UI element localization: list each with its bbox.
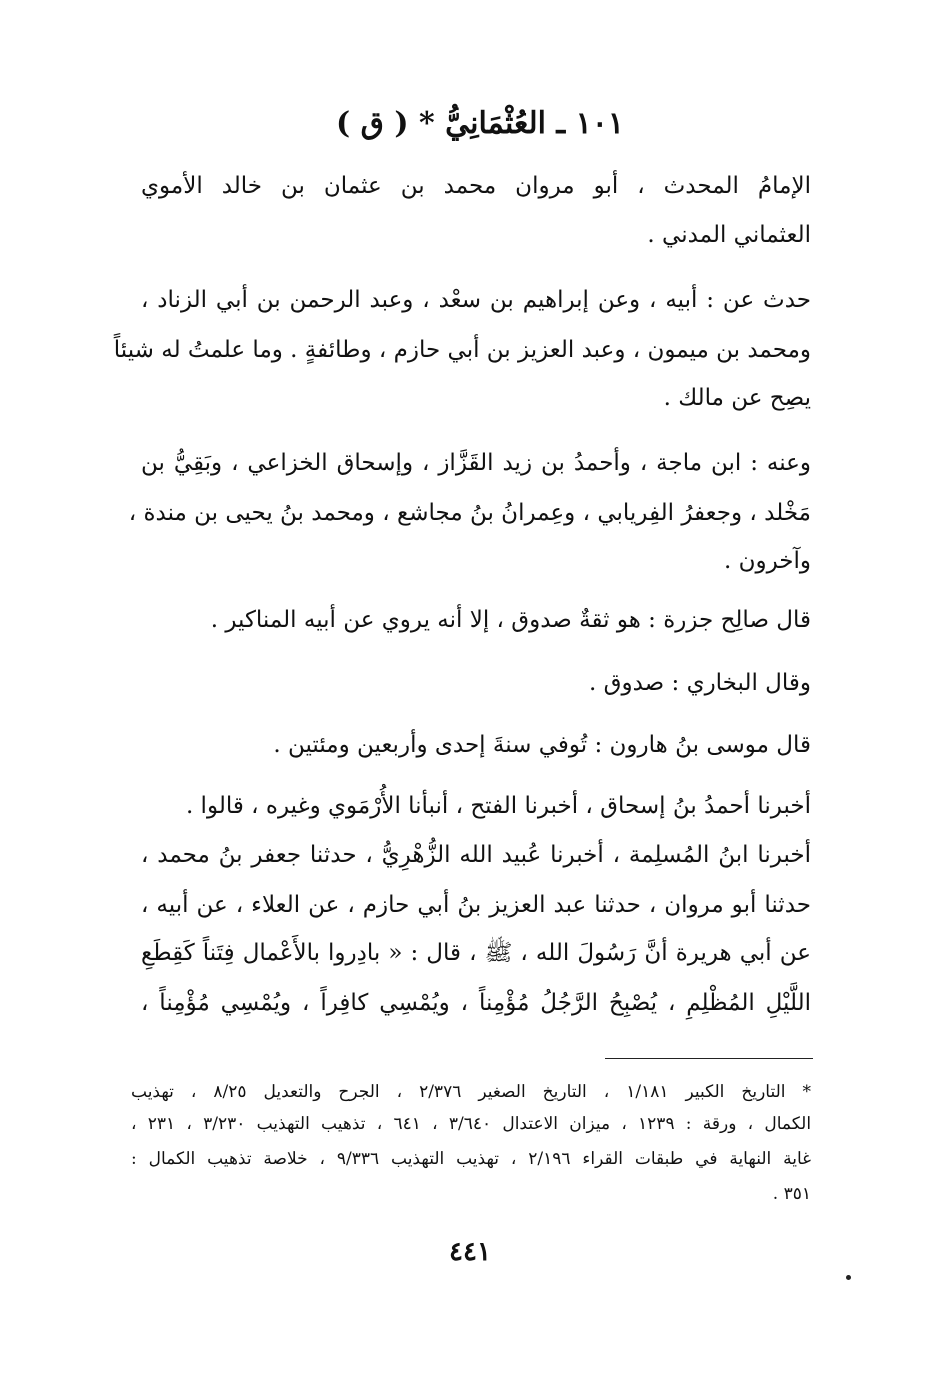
- text-line: الإمامُ المحدث ، أبو مروان محمد بن عثمان بن خالد الأموي: [141, 173, 811, 199]
- text-line: حدثنا أبو مروان ، حدثنا عبد العزيز بنُ أبي حازم ، عن العلاء ، عن أبيه ،: [141, 892, 811, 918]
- text-line: قال موسى بنُ هارون : تُوفي سنةَ إحدى وأربعين ومئتين .: [273, 732, 811, 758]
- text-line: ومحمد بن ميمون ، وعبد العزيز بن أبي حازم ، وطائفةٍ . وما علمتُ له شيئاً: [113, 337, 811, 363]
- text-line: عن أبي هريرة أنَّ رَسُولَ الله ، ﷺ ، قال : « بادِروا بالأَعْمال فِتَناً كَقِطَعِ: [141, 940, 811, 966]
- text-line: وعنه : ابن ماجة ، وأحمدُ بن زيد القَزَّاز ، وإسحاق الخزاعي ، وبَقِيُّ بن: [141, 450, 811, 476]
- footnote-line: ٣٥١ .: [772, 1184, 811, 1204]
- text-line: مَخْلد ، وجعفرُ الفِريابي ، وعِمرانُ بنُ مجاشع ، ومحمد بنُ يحيى بن مندة ،: [128, 500, 811, 526]
- text-line: أخبرنا أحمدُ بنُ إسحاق ، أخبرنا الفتح ، أنبأنا الأُرْمَوي وغيره ، قالوا .: [185, 793, 811, 819]
- page-number: ٤٤١: [449, 1237, 491, 1267]
- text-line: وآخرون .: [723, 548, 811, 574]
- footnote-line: الكمال ، ورقة : ١٢٣٩ ، ميزان الاعتدال ٣/٦٤٠ ، ٦٤١ ، تذهيب التهذيب ٣/٢٣٠ ، ٢٣١ ،: [131, 1114, 812, 1134]
- text-line: اللَّيْلِ المُظْلِمِ ، يُصْبِحُ الرَّجُلُ مُؤْمِناً ، ويُمْسِي كافِراً ، ويُمْسِي مُؤْمِناً ،: [141, 990, 811, 1016]
- entry-heading: ١٠١ ـ العُثْمَانِيُّ * ( ق ): [336, 106, 624, 141]
- text-line: قال صالِح جزرة : هو ثقةٌ صدوق ، إلا أنه يروي عن أبيه المناكير .: [210, 607, 811, 633]
- ink-dot: [846, 1275, 851, 1280]
- text-line: حدث عن : أبيه ، وعن إبراهيم بن سعْد ، وعبد الرحمن بن أبي الزناد ،: [141, 287, 811, 313]
- footnote-line: غاية النهاية في طبقات القراء ٢/١٩٦ ، تهذيب التهذيب ٩/٣٣٦ ، خلاصة تذهيب الكمال :: [131, 1149, 812, 1169]
- footnote-separator: [605, 1058, 813, 1059]
- text-line: أخبرنا ابنُ المُسلِمة ، أخبرنا عُبيد الله الزُّهْرِيُّ ، حدثنا جعفر بنُ محمد ،: [141, 842, 811, 868]
- footnote-line: * التاريخ الكبير ١/١٨١ ، التاريخ الصغير ٢/٣٧٦ ، الجرح والتعديل ٨/٢٥ ، تهذيب: [131, 1082, 811, 1102]
- text-line: وقال البخاري : صدوق .: [589, 670, 811, 696]
- text-line: يصِح عن مالك .: [663, 385, 811, 411]
- text-line: العثماني المدني .: [647, 222, 811, 248]
